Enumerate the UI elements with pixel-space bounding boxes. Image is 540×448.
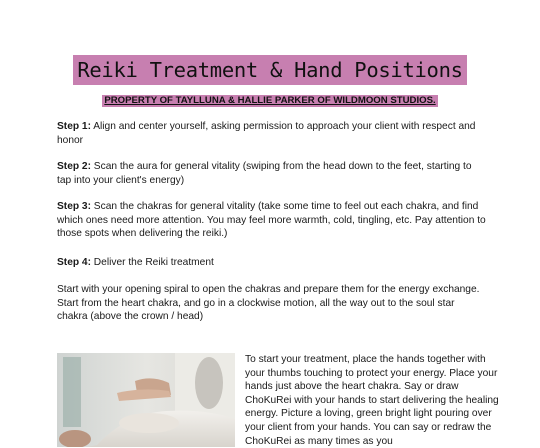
step-4-paragraph xyxy=(57,256,487,270)
step-1-text: Align and center yourself, asking permission to approach your client with respect and honor xyxy=(57,121,476,146)
step-2-label: Step 2: xyxy=(57,161,91,172)
step-4-label: Step 4: xyxy=(57,257,91,268)
step-3-text: Scan the chakras for general vitality (take some time to feel out each chakra, and find which ones need more attention. You may feel more warmth, cold, tingling, etc. Pay attention to those spots when delivering the reiki.) xyxy=(57,201,486,240)
step-2-paragraph xyxy=(57,160,487,187)
step-1-paragraph xyxy=(57,120,487,147)
reiki-photo xyxy=(57,353,235,447)
step-2-text: Scan the aura for general vitality (swiping from the head down to the feet, starting to tap into your client's energy) xyxy=(57,161,472,186)
step-3-paragraph xyxy=(57,200,487,241)
side-instructions: To start your treatment, place the hands together with your thumbs touching to protect your energy. Place your hands just above the heart chakra. Say or draw ChoKuRei with your hands to start delivering the healing energy. Picture a loving, green bright light pouring over your client from your hands. You can say or redraw the ChoKuRei as many times as you xyxy=(245,354,499,447)
step-3-label: Step 3: xyxy=(57,201,91,212)
title-container xyxy=(0,55,540,85)
document-title: Reiki Treatment & Hand Positions xyxy=(73,55,466,85)
document-subtitle: PROPERTY OF TAYLLUNA & HALLIE PARKER OF WILDMOON STUDIOS. xyxy=(104,95,436,106)
intro-paragraph: Start with your opening spiral to open the chakras and prepare them for the energy exchange. Start from the heart chakra, and go in a clockwise motion, all the way out to the soul star chakra (above the crown / head) xyxy=(57,284,480,323)
subtitle-container xyxy=(0,90,540,108)
step-4-text: Deliver the Reiki treatment xyxy=(90,257,214,268)
reiki-photo-illustration xyxy=(57,353,235,447)
step-1-label: Step 1: xyxy=(57,121,91,132)
